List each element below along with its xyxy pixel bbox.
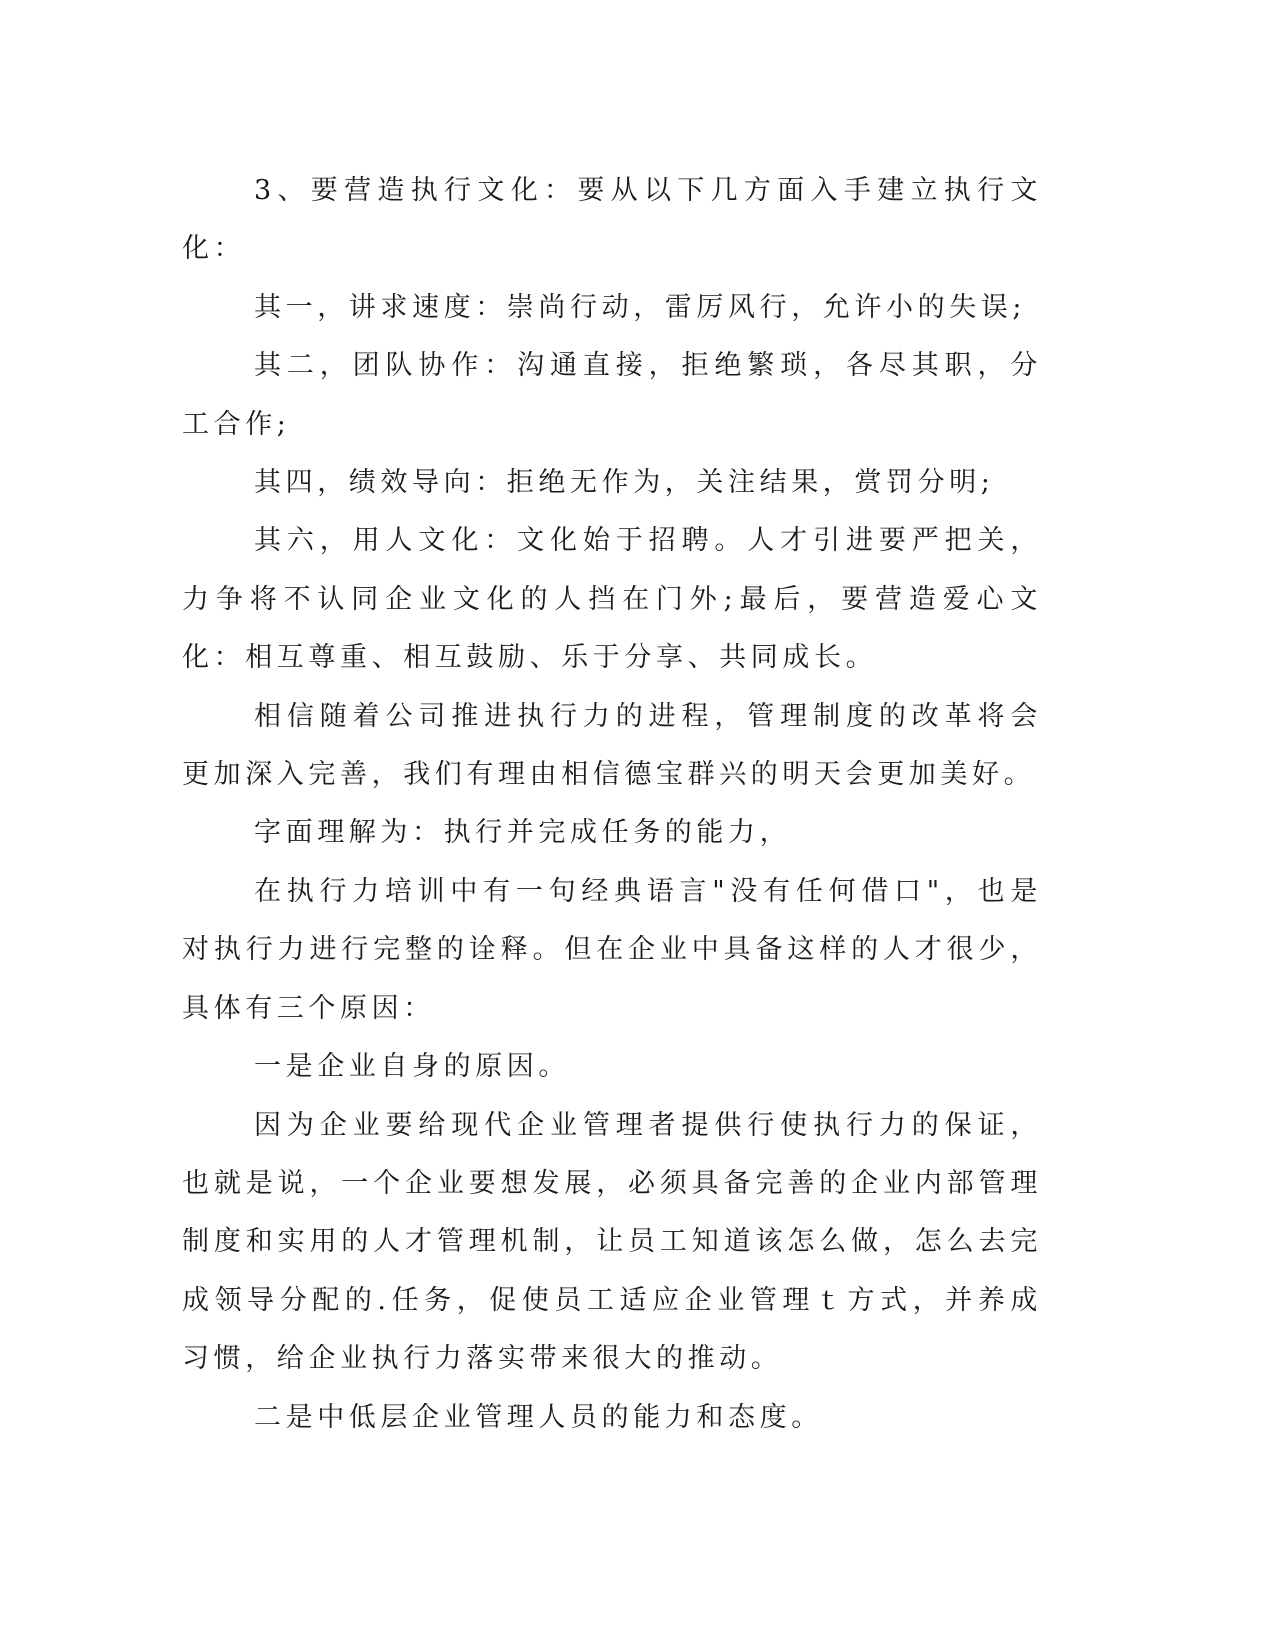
paragraph-reason-one: 一是企业自身的原因。 [254,1051,570,1083]
paragraph-speed: 其一，讲求速度：崇尚行动，雷厉风行，允许小的失误; [254,291,1027,323]
paragraph-belief: 相信随着公司推进执行力的进程，管理制度的改革将会更加深入完善，我们有理由相信德宝群兴的明天会更加美好。 [182,700,1042,791]
paragraph-reason-one-detail: 因为企业要给现代企业管理者提供行使执行力的保证，也就是说，一个企业要想发展，必须具备完善的企业内部管理制度和实用的人才管理机制，让员工知道该怎么做，怎么去完成领导分配的.任务，促使员工适应企业管理ｔ方式，并养成习惯，给企业执行力落实带来很大的推动。 [182,1109,1042,1375]
paragraph-teamwork: 其二，团队协作：沟通直接，拒绝繁琐，各尽其职，分工合作; [182,350,1042,440]
paragraph-hiring-culture: 其六，用人文化：文化始于招聘。人才引进要严把关，力争将不认同企业文化的人挡在门外;最后，要营造爱心文化：相互尊重、相互鼓励、乐于分享、共同成长。 [182,525,1042,674]
paragraph-literal-meaning: 字面理解为：执行并完成任务的能力， [254,817,792,849]
document-body [182,162,1042,1447]
paragraph-performance: 其四，绩效导向：拒绝无作为，关注结果，赏罚分明; [254,467,995,499]
paragraph-reason-two: 二是中低层企业管理人员的能力和态度。 [254,1401,823,1433]
paragraph-execution-culture: 3、要营造执行文化：要从以下几方面入手建立执行文化： [182,175,1042,265]
paragraph-no-excuses: 在执行力培训中有一句经典语言"没有任何借口"，也是对执行力进行完整的诠释。但在企业中具备这样的人才很少，具体有三个原因： [182,875,1042,1024]
